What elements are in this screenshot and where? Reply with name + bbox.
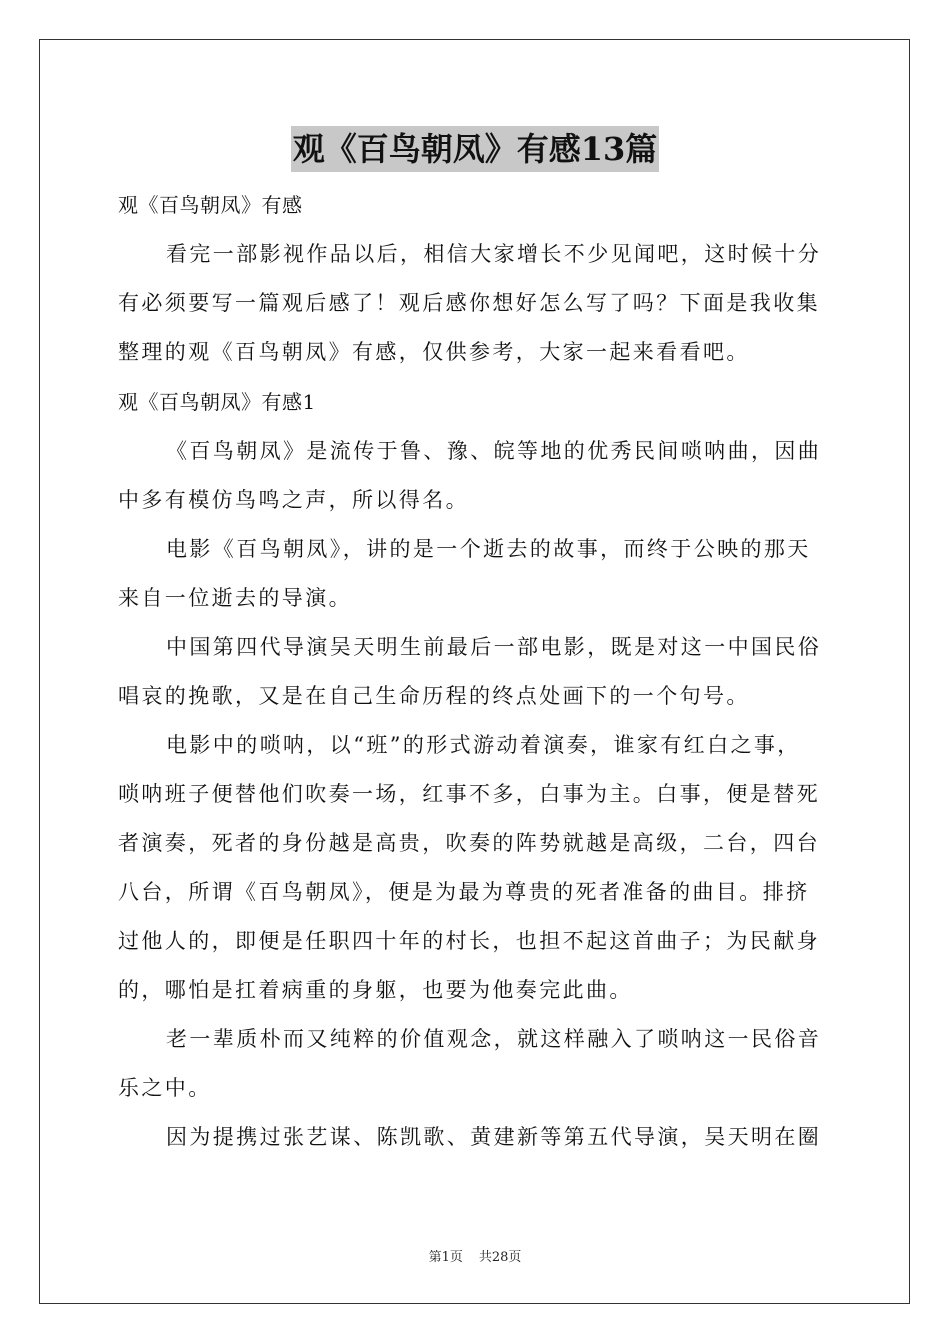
- subheading: 观《百鸟朝凤》有感1: [118, 390, 316, 414]
- paragraph: [118, 1113, 834, 1162]
- document-title: 观《百鸟朝凤》有感13篇: [291, 126, 660, 172]
- text-line: 唢呐班子便替他们吹奏一场，红事不多，白事为主。白事，便是替死: [118, 782, 820, 806]
- text-line: 者演奏，死者的身份越是高贵，吹奏的阵势就越是高级，二台，四台: [118, 831, 820, 855]
- text-line: 过他人的，即便是任职四十年的村长，也担不起这首曲子；为民献身: [118, 929, 820, 953]
- text-line: 电影《百鸟朝凤》，讲的是一个逝去的故事，而终于公映的那天: [166, 537, 811, 561]
- paragraph: [118, 623, 834, 721]
- page-total: 共28页: [478, 1250, 522, 1265]
- text-line: 乐之中。: [118, 1076, 212, 1100]
- page-footer: [0, 1246, 950, 1265]
- paragraph-intro: [118, 230, 834, 377]
- paragraph: [118, 721, 834, 1015]
- text-line: 的，哪怕是扛着病重的身躯，也要为他奏完此曲。: [118, 978, 633, 1002]
- text-line: 来自一位逝去的导演。: [118, 586, 352, 610]
- paragraph: [118, 427, 834, 525]
- subheading: 观《百鸟朝凤》有感: [118, 193, 303, 217]
- text-line: 老一辈质朴而又纯粹的价值观念，就这样融入了唢呐这一民俗音: [166, 1027, 822, 1051]
- text-line: 中多有模仿鸟鸣之声，所以得名。: [118, 488, 469, 512]
- paragraph: [118, 1015, 834, 1113]
- text-line: 有必须要写一篇观后感了！观后感你想好怎么写了吗？下面是我收集: [118, 291, 820, 315]
- page-number: 第1页: [428, 1250, 463, 1265]
- text-line: 中国第四代导演吴天明生前最后一部电影，既是对这一中国民俗: [166, 635, 822, 659]
- title-area: [0, 126, 950, 172]
- text-line: 因为提携过张艺谋、陈凯歌、黄建新等第五代导演，吴天明在圈: [166, 1125, 822, 1149]
- text-line: 电影中的唢呐，以“班”的形式游动着演奏，谁家有红白之事，: [166, 733, 801, 757]
- document-body: [118, 180, 834, 1162]
- text-line: 八台，所谓《百鸟朝凤》，便是为最为尊贵的死者准备的曲目。排挤: [118, 880, 810, 904]
- text-line: 《百鸟朝凤》是流传于鲁、豫、皖等地的优秀民间唢呐曲，因曲: [166, 439, 822, 463]
- text-line: 唱哀的挽歌，又是在自己生命历程的终点处画下的一个句号。: [118, 684, 750, 708]
- text-line: 看完一部影视作品以后，相信大家增长不少见闻吧，这时候十分: [166, 242, 822, 266]
- paragraph: [118, 525, 834, 623]
- text-line: 整理的观《百鸟朝凤》有感，仅供参考，大家一起来看看吧。: [118, 340, 750, 364]
